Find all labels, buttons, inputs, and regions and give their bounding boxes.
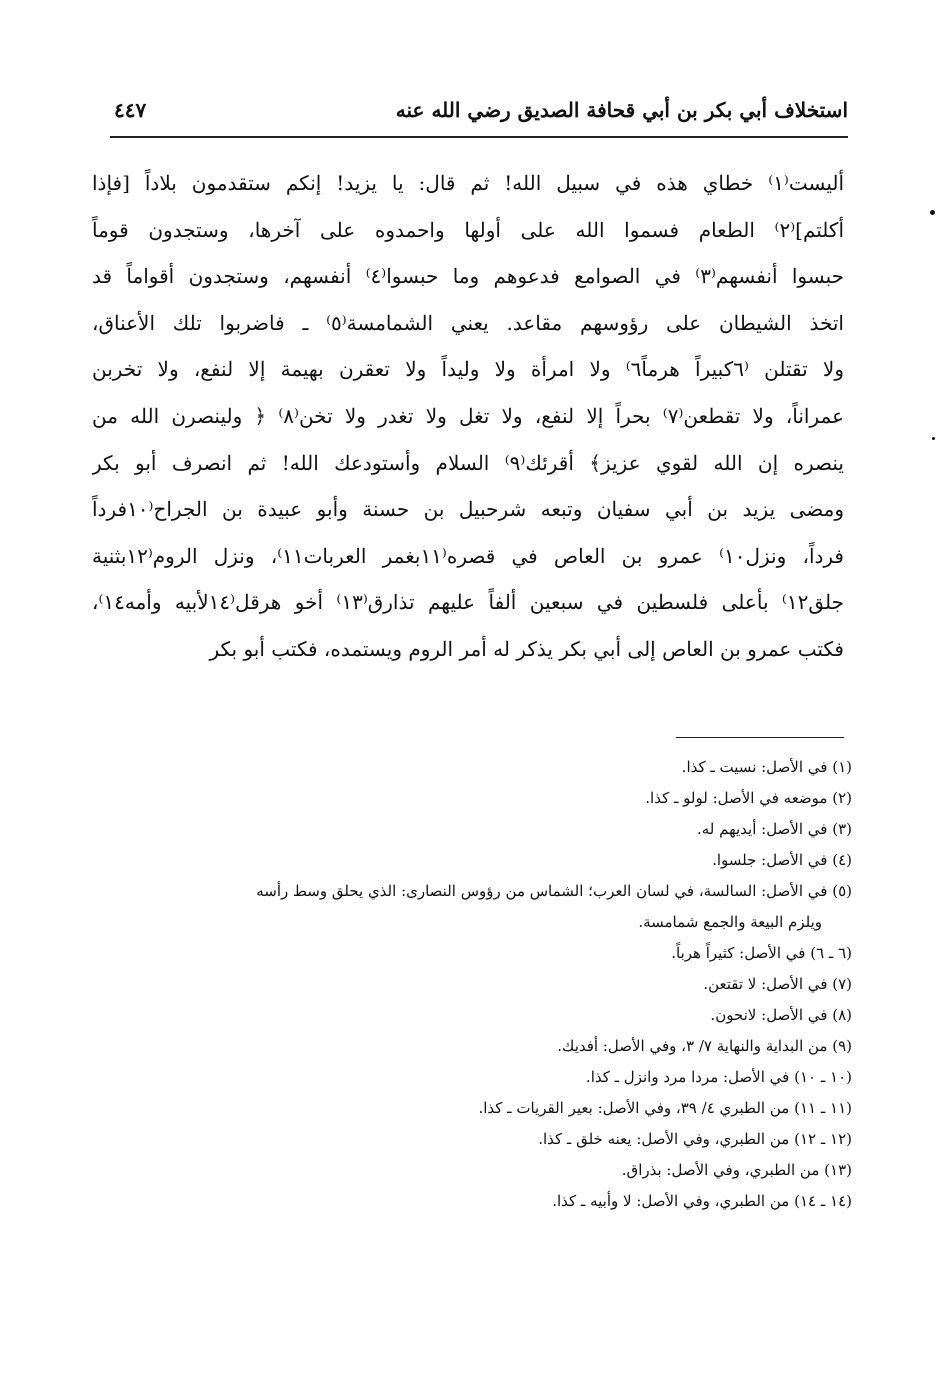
- footnote: (١٢ ـ ١٢) من الطبري، وفي الأصل: يعنه خلق ـ كذا.: [538, 1130, 852, 1148]
- page-number: ٤٤٧: [114, 98, 147, 122]
- footnote: (١٣) من الطبري، وفي الأصل: بذراق.: [621, 1161, 852, 1179]
- footnote: (٢) موضعه في الأصل: لولو ـ كذا.: [645, 789, 852, 807]
- footnote: (١٤ ـ ١٤) من الطبري، وفي الأصل: لا وأبيه ـ كذا.: [552, 1192, 852, 1210]
- footnote: (١٠ ـ ١٠) في الأصل: مردا مرد وانزل ـ كذا.: [585, 1068, 852, 1086]
- text-line: ينصره إن الله لقوي عزيز﴾ أقرئك⁽٩⁾ السلام وأستودعك الله! ثم انصرف أبو بكر: [92, 450, 844, 475]
- text-line: جلق١٢⁾ بأعلى فلسطين في سبعين ألفاً عليهم تذارق⁽١٣⁾ أخو هرقل⁽١٤لأبيه وأمه١٤⁾،: [92, 590, 844, 615]
- footnote: (٣) في الأصل: أيديهم له.: [696, 820, 852, 838]
- footnote: (٦ ـ ٦) في الأصل: كثيراً هرباً.: [671, 944, 852, 962]
- footnote: (١) في الأصل: نسيت ـ كذا.: [681, 758, 852, 776]
- chapter-title: استخلاف أبي بكر بن أبي قحافة الصديق رضي الله عنه: [395, 98, 848, 122]
- text-line: فرداً، ونزل١٠⁾ عمرو بن العاص في قصره⁽١١بغمر العربات١١⁾، ونزل الروم⁽١٢بثنية: [92, 543, 844, 568]
- main-text: [92, 160, 844, 673]
- margin-dot: [932, 437, 935, 440]
- footnotes: [92, 752, 852, 1217]
- text-line: ولا تقتلن ⁽٦كبيراً هرماً٦⁾ ولا امرأة ولا وليداً ولا تعقرن بهيمة إلا لنفع، ولا تخربن: [92, 357, 844, 382]
- text-line: أكلتم]⁽٢⁾ الطعام فسموا الله على أولها واحمدوه على آخرها، وستجدون قوماً: [92, 217, 844, 242]
- text-line: أليست⁽١⁾ خطاي هذه في سبيل الله! ثم قال: يا يزيد! إنكم ستقدمون بلاداً [فإذا: [92, 171, 844, 195]
- footnote: (٥) في الأصل: السالسة، في لسان العرب؛ الشماس من رؤوس النصارى: الذي يحلق وسط رأسه: [256, 882, 852, 900]
- footnote: (٩) من البداية والنهاية ٧/ ٣، وفي الأصل: أفديك.: [557, 1037, 852, 1055]
- text-line: عمراناً، ولا تقطعن⁽٧⁾ بحراً إلا لنفع، ولا تغل ولا تغدر ولا تخن⁽٨⁾ ﴿ ولينصرن الله من: [92, 403, 844, 428]
- footnote: (٧) في الأصل: لا تقتعن.: [703, 975, 852, 993]
- footnote: (١١ ـ ١١) من الطبري ٤/ ٣٩، وفي الأصل: بعير القريات ـ كذا.: [478, 1099, 852, 1117]
- text-line: فكتب عمرو بن العاص إلى أبي بكر يذكر له أمر الروم ويستمده، فكتب أبو بكر: [209, 636, 844, 661]
- footnote-separator: [676, 737, 844, 738]
- footnote-continuation: ويلزم البيعة والجمع شمامسة.: [638, 913, 822, 931]
- text-line: اتخذ الشيطان على رؤوسهم مقاعد. يعني الشمامسة⁽٥⁾ ـ فاضربوا تلك الأعناق،: [92, 310, 844, 335]
- text-line: ومضى يزيد بن أبي سفيان وتبعه شرحبيل بن حسنة وأبو عبيدة بن الجراح⁽١٠فرداً: [92, 497, 844, 522]
- margin-dot: [930, 210, 935, 215]
- running-header: [110, 96, 848, 138]
- footnote: (٨) في الأصل: لانحون.: [710, 1006, 852, 1024]
- text-line: حبسوا أنفسهم⁽٣⁾ في الصوامع فدعوهم وما حبسوا⁽٤⁾ أنفسهم، وستجدون أقواماً قد: [92, 264, 844, 289]
- footnote: (٤) في الأصل: جلسوا.: [712, 851, 852, 869]
